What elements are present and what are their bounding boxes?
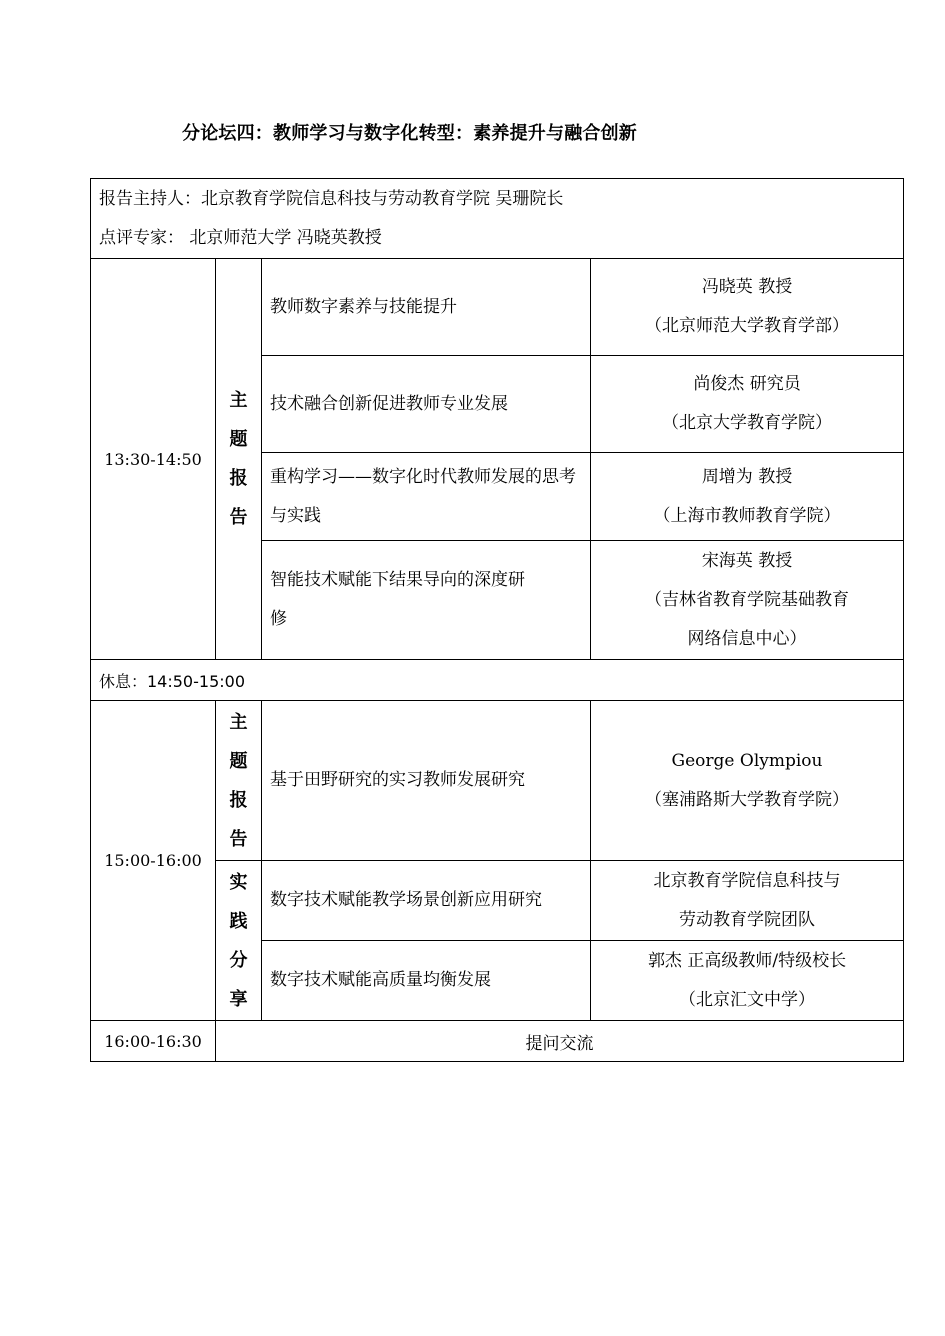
session-time: 15:00-16:00 [91, 701, 216, 1021]
session-label-report: 主 题 报 告 [216, 259, 262, 660]
talk-speaker: George Olympiou （塞浦路斯大学教育学院） [591, 701, 904, 861]
talk-topic: 技术融合创新促进教师专业发展 [262, 356, 591, 453]
header-row [91, 179, 904, 259]
talk-speaker: 宋海英 教授 （吉林省教育学院基础教育 网络信息中心） [591, 541, 904, 660]
page-title: 分论坛四：教师学习与数字化转型：素养提升与融合创新 [182, 123, 637, 144]
header-cell [91, 179, 904, 259]
talk-topic: 基于田野研究的实习教师发展研究 [262, 701, 591, 861]
talk-topic: 数字技术赋能教学场景创新应用研究 [262, 861, 591, 941]
table-row [91, 701, 904, 861]
talk-topic: 智能技术赋能下结果导向的深度研修 [262, 541, 591, 660]
agenda-table [90, 178, 904, 1062]
talk-topic: 重构学习——数字化时代教师发展的思考与实践 [262, 453, 591, 541]
table-row [91, 259, 904, 356]
talk-speaker: 冯晓英 教授 （北京师范大学教育学部） [591, 259, 904, 356]
talk-speaker: 周增为 教授 （上海市教师教育学院） [591, 453, 904, 541]
reviewer-line: 点评专家： 北京师范大学 冯晓英教授 [99, 227, 382, 248]
break-row [91, 660, 904, 701]
qa-row [91, 1021, 904, 1062]
session-label-report: 主 题 报 告 [216, 701, 262, 861]
talk-topic: 教师数字素养与技能提升 [262, 259, 591, 356]
qa-time: 16:00-16:30 [91, 1021, 216, 1062]
qa-label: 提问交流 [216, 1021, 904, 1062]
host-line: 报告主持人：北京教育学院信息科技与劳动教育学院 吴珊院长 [99, 188, 564, 209]
break-cell: 休息：14:50-15:00 [91, 660, 904, 701]
talk-speaker: 尚俊杰 研究员 （北京大学教育学院） [591, 356, 904, 453]
talk-topic: 数字技术赋能高质量均衡发展 [262, 941, 591, 1021]
session-time: 13:30-14:50 [91, 259, 216, 660]
talk-speaker: 郭杰 正高级教师/特级校长 （北京汇文中学） [591, 941, 904, 1021]
talk-speaker: 北京教育学院信息科技与 劳动教育学院团队 [591, 861, 904, 941]
session-label-practice: 实 践 分 享 [216, 861, 262, 1021]
